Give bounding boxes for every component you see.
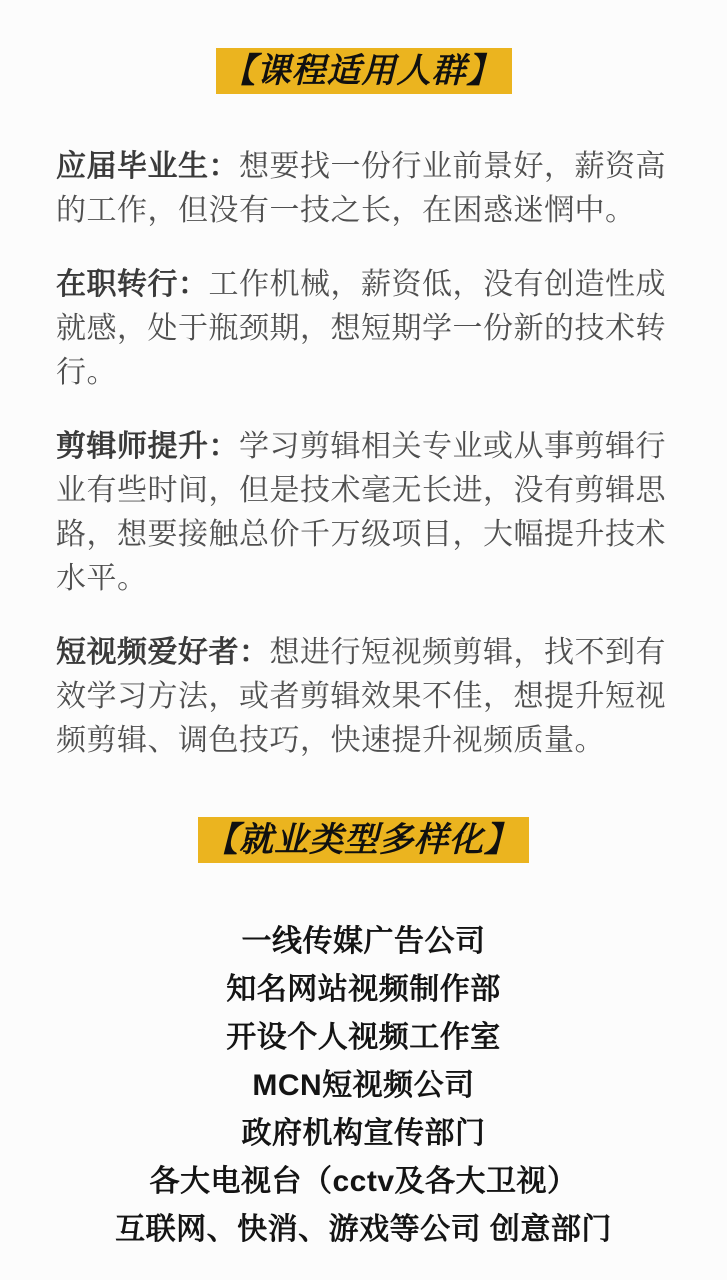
paragraph-lead: 应届毕业生： bbox=[56, 150, 239, 183]
audience-paragraph-career-changers bbox=[56, 263, 672, 395]
paragraph-text: 想要找一份行业前景好，薪资高的工作，但没有一技之长，在困惑迷惘中。 bbox=[56, 150, 666, 227]
list-item: 一线传媒广告公司 bbox=[241, 925, 486, 958]
paragraph-lead: 在职转行： bbox=[56, 268, 209, 301]
paragraph-text: 学习剪辑相关专业或从事剪辑行业有些时间，但是技术毫无长进，没有剪辑思路，想要接触总价千万级项目，大幅提升技术水平。 bbox=[56, 430, 666, 595]
employment-section-header bbox=[0, 763, 727, 863]
audience-paragraph-hobbyists bbox=[56, 631, 672, 763]
paragraph-lead: 短视频爱好者： bbox=[56, 636, 270, 669]
paragraph-lead: 剪辑师提升： bbox=[56, 430, 239, 463]
paragraph-text: 工作机械，薪资低，没有创造性成就感，处于瓶颈期，想短期学一份新的技术转行。 bbox=[56, 268, 666, 389]
list-item: 开设个人视频工作室 bbox=[226, 1021, 501, 1054]
list-item: 知名网站视频制作部 bbox=[226, 973, 501, 1006]
list-item: 政府机构宣传部门 bbox=[241, 1117, 486, 1150]
audience-paragraph-editors bbox=[56, 425, 672, 601]
list-item: 各大电视台（cctv及各大卫视） bbox=[149, 1165, 578, 1198]
employment-types-list bbox=[0, 918, 727, 1254]
list-item: MCN短视频公司 bbox=[252, 1069, 475, 1102]
paragraph-text: 想进行短视频剪辑，找不到有效学习方法，或者剪辑效果不佳，想提升短视频剪辑、调色技巧，快速提升视频质量。 bbox=[56, 636, 666, 757]
list-item: 互联网、快消、游戏等公司 创意部门 bbox=[115, 1213, 612, 1246]
audience-section-header bbox=[0, 0, 727, 94]
audience-paragraphs bbox=[56, 145, 672, 763]
audience-paragraph-graduates bbox=[56, 145, 672, 233]
audience-section-title: 【课程适用人群】 bbox=[216, 48, 512, 94]
employment-section-title: 【就业类型多样化】 bbox=[198, 817, 529, 863]
